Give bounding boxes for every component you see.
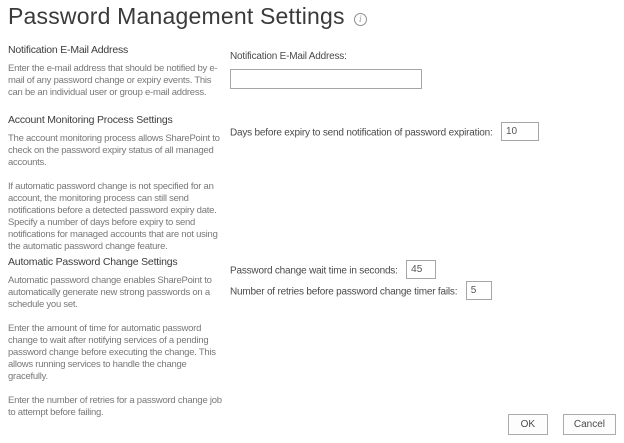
section-account-monitoring	[0, 114, 624, 253]
section-paragraph: Enter the e-mail address that should be notified by e-mail of any password change or expiry events. This can be an individual user or group e-mail address.	[8, 63, 218, 98]
section-paragraph: Automatic password change enables SharePoint to automatically generate new strong passwords on a schedule you set.	[8, 275, 212, 310]
wait-time-label: Password change wait time in seconds:	[230, 265, 398, 277]
section-auto-password-change-fields	[230, 256, 624, 419]
section-notification-email-description	[0, 44, 230, 99]
section-auto-password-change-description	[0, 256, 230, 419]
cancel-button[interactable]: Cancel	[563, 414, 616, 435]
wait-time-input[interactable]	[406, 260, 436, 279]
section-heading-account-monitoring: Account Monitoring Process Settings	[8, 114, 173, 126]
section-paragraph: If automatic password change is not specified for an account, the monitoring process can still send notifications before a detected password expiry date. Specify a number of days before expiry to send notifications for managed accounts that are not using the automatic password change feature.	[8, 181, 218, 252]
page-title: Password Management Settings	[8, 3, 345, 29]
ok-button[interactable]: OK	[508, 414, 548, 435]
section-account-monitoring-description	[0, 114, 230, 253]
retries-field	[230, 281, 624, 300]
dialog-buttons	[508, 414, 616, 435]
section-notification-email	[0, 44, 624, 99]
section-paragraph: The account monitoring process allows SharePoint to check on the password expiry status of all managed accounts.	[8, 133, 220, 168]
section-auto-password-change	[0, 256, 624, 419]
days-before-expiry-input[interactable]	[501, 122, 539, 141]
section-heading-auto-password-change: Automatic Password Change Settings	[8, 256, 178, 268]
section-paragraph: Enter the number of retries for a password change job to attempt before failing.	[8, 395, 222, 418]
section-heading-notification-email: Notification E-Mail Address	[8, 44, 129, 56]
notification-email-label: Notification E-Mail Address:	[230, 51, 347, 62]
section-paragraph: Enter the amount of time for automatic password change to wait after notifying services of a pending password change before executing the change. This allows running services to handle the change gracefully.	[8, 323, 216, 382]
retries-input[interactable]	[466, 281, 492, 300]
days-before-expiry-label: Days before expiry to send notification of password expiration:	[230, 127, 493, 139]
section-notification-email-fields	[230, 44, 624, 99]
days-before-expiry-field	[230, 122, 624, 141]
section-account-monitoring-fields	[230, 114, 624, 253]
page-header	[8, 3, 367, 30]
retries-label: Number of retries before password change timer fails:	[230, 286, 458, 298]
notification-email-input[interactable]	[230, 69, 422, 89]
wait-time-field	[230, 260, 624, 279]
info-icon[interactable]: i	[354, 13, 367, 26]
